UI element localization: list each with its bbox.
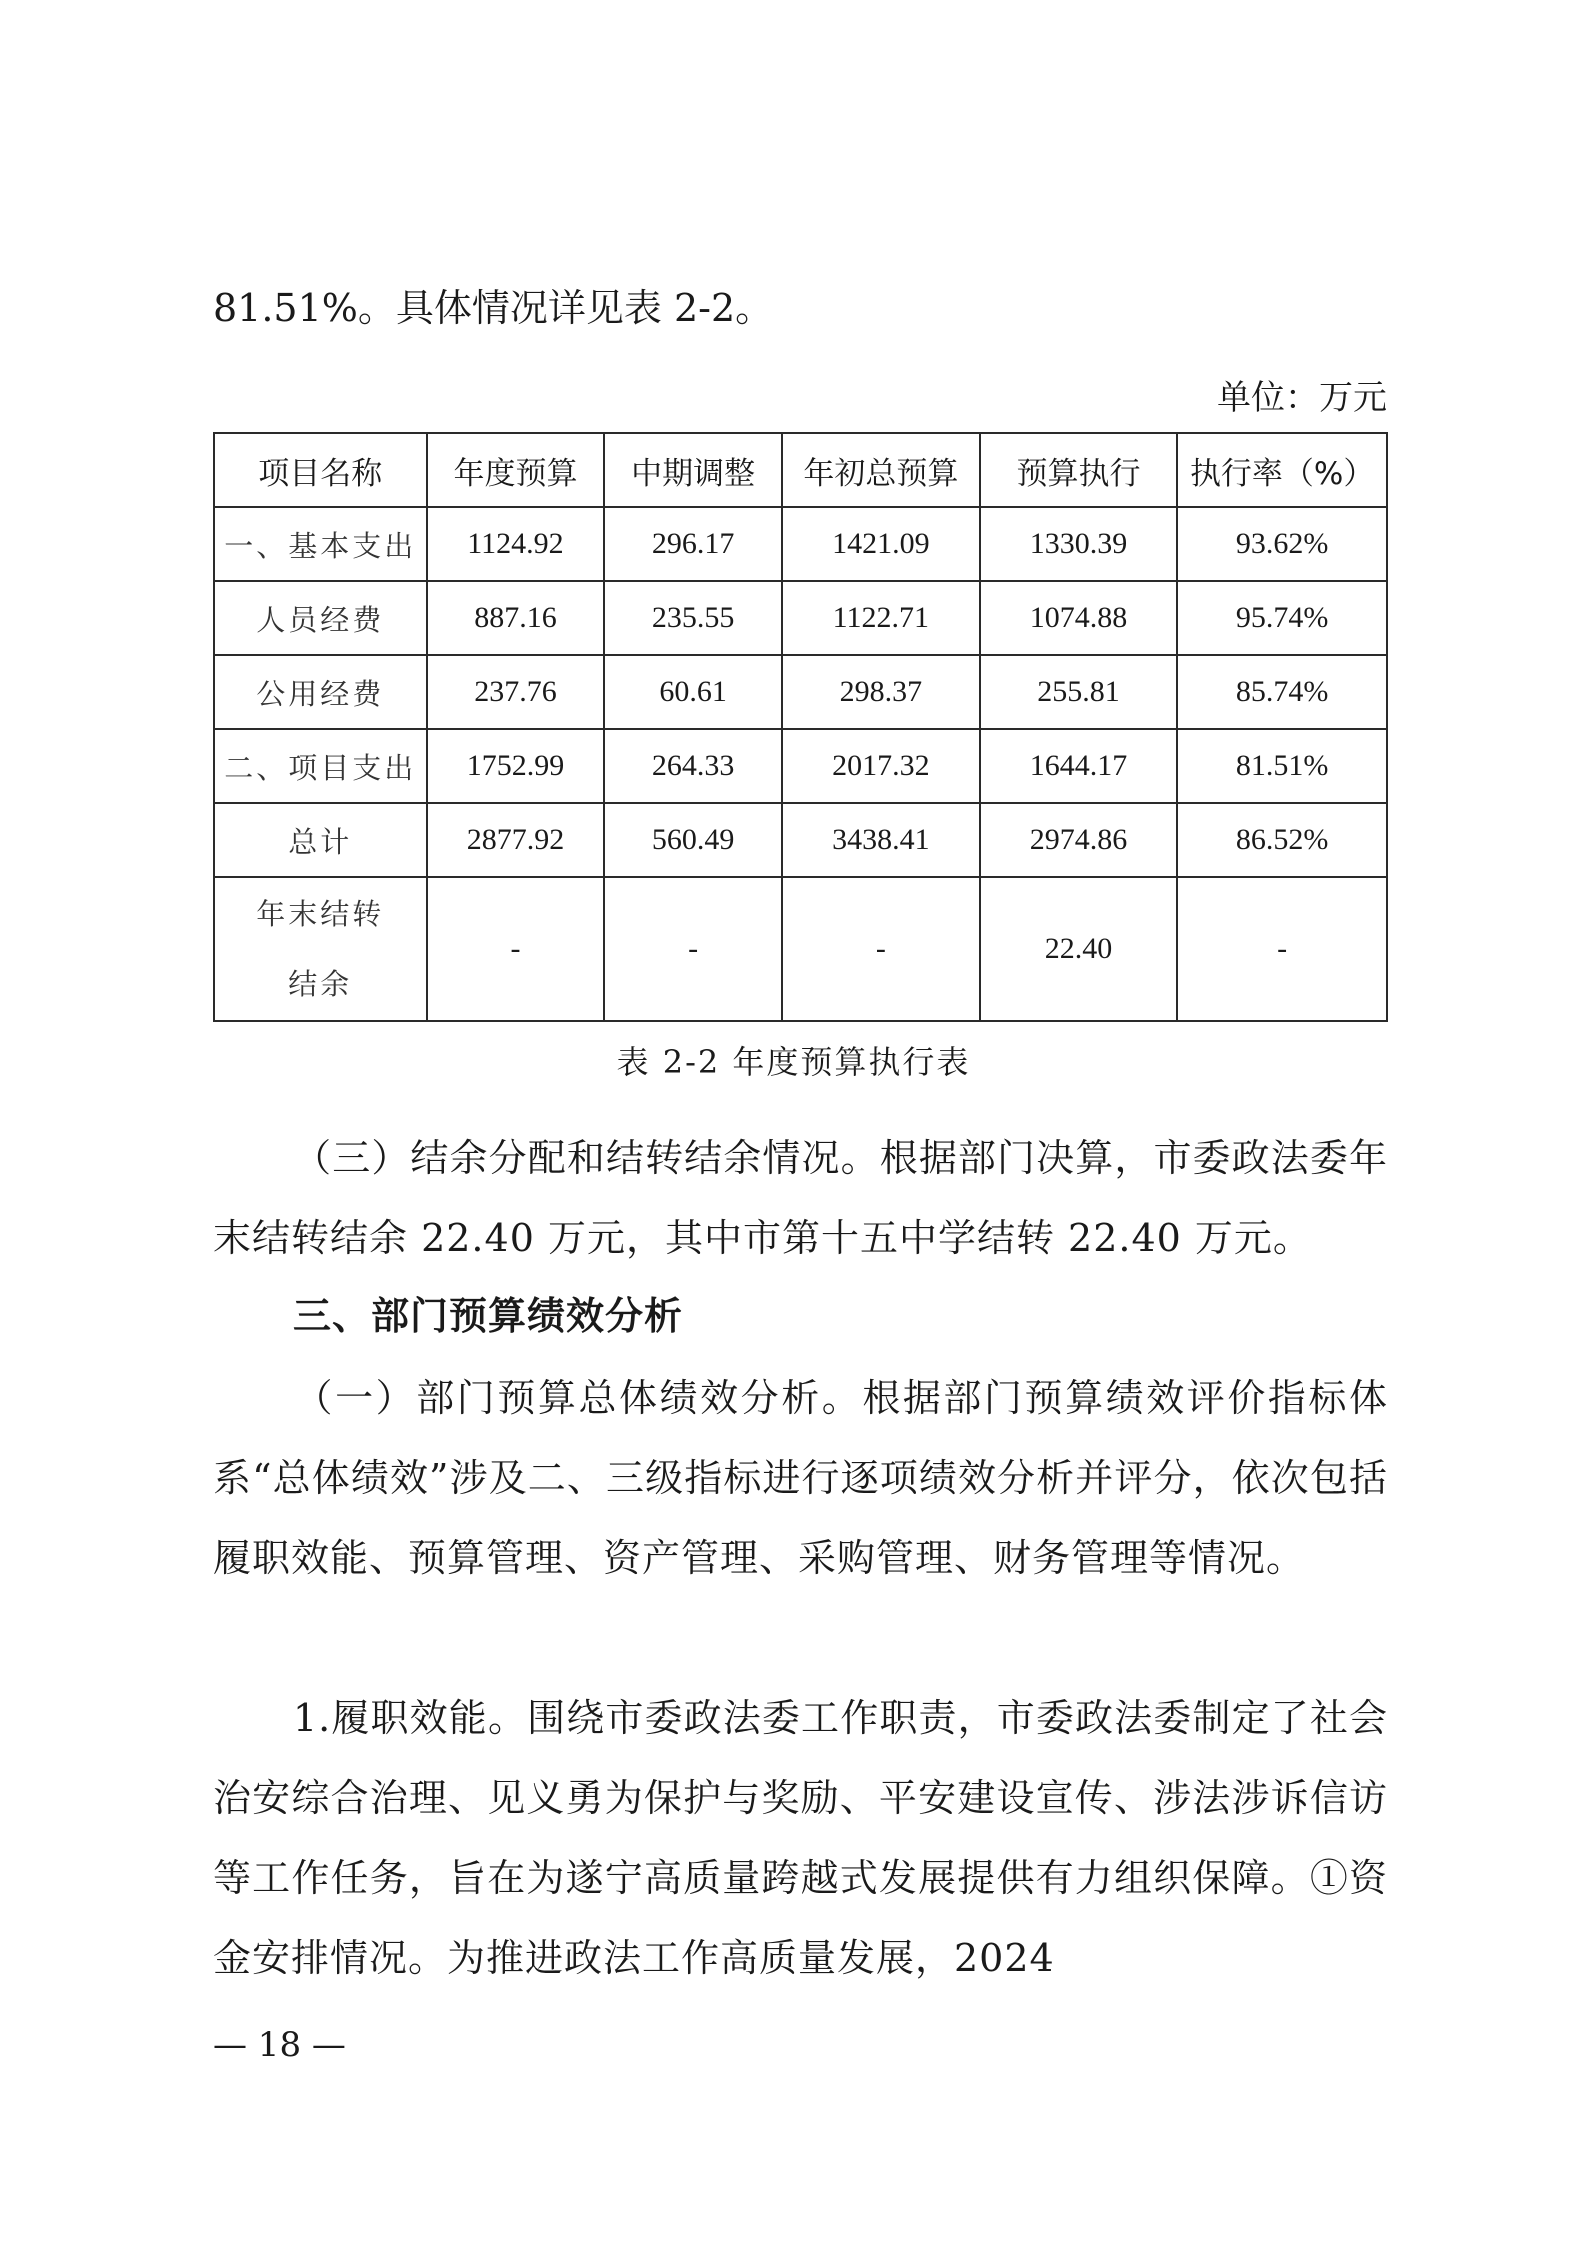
row-label: 一、基本支出 xyxy=(214,507,427,581)
unit-label: 单位：万元 xyxy=(1217,378,1387,418)
table-cell: 1644.17 xyxy=(980,729,1178,803)
paragraph-text: 1.履职效能。围绕市委政法委工作职责，市委政法委制定了社会治安综合治理、见义勇为保护与奖励、平安建设宣传、涉法涉诉信访等工作任务，旨在为遂宁高质量跨越式发展提供有力组织保障。①资金安排情况。为推进政法工作高质量发展，2024 xyxy=(213,1696,1388,1980)
paragraph-duty-performance xyxy=(213,1678,1388,1998)
paragraph-overall-performance xyxy=(213,1358,1388,1598)
header-initial-total-budget: 年初总预算 xyxy=(782,433,980,507)
table-row xyxy=(214,877,1387,1021)
row-label: 总计 xyxy=(214,803,427,877)
table-caption: 表 2-2 年度预算执行表 xyxy=(616,1043,971,1081)
row-label: 二、项目支出 xyxy=(214,729,427,803)
table-cell: 85.74% xyxy=(1177,655,1387,729)
table-cell: 22.40 xyxy=(980,877,1178,1021)
table-cell: - xyxy=(427,877,605,1021)
table-cell: 298.37 xyxy=(782,655,980,729)
table-cell: 237.76 xyxy=(427,655,605,729)
table-cell: 95.74% xyxy=(1177,581,1387,655)
table-cell: 3438.41 xyxy=(782,803,980,877)
header-annual-budget: 年度预算 xyxy=(427,433,605,507)
table-cell: 1752.99 xyxy=(427,729,605,803)
paragraph-text: （三）结余分配和结转结余情况。根据部门决算，市委政法委年末结转结余 22.40 万元，其中市第十五中学结转 22.40 万元。 xyxy=(213,1136,1388,1260)
table-header-row xyxy=(214,433,1387,507)
row-label: 公用经费 xyxy=(214,655,427,729)
budget-execution-table xyxy=(213,432,1388,1022)
table-cell: 1421.09 xyxy=(782,507,980,581)
table-cell: 93.62% xyxy=(1177,507,1387,581)
paragraph-text: （一）部门预算总体绩效分析。根据部门预算绩效评价指标体系“总体绩效”涉及二、三级指标进行逐项绩效分析并评分，依次包括履职效能、预算管理、资产管理、采购管理、财务管理等情况。 xyxy=(213,1376,1388,1580)
table-cell: 81.51% xyxy=(1177,729,1387,803)
table-cell: 560.49 xyxy=(604,803,782,877)
table-cell: 1122.71 xyxy=(782,581,980,655)
section-heading: 三、部门预算绩效分析 xyxy=(293,1294,684,1338)
table-cell: 1330.39 xyxy=(980,507,1178,581)
table-row xyxy=(214,581,1387,655)
header-midterm-adjustment: 中期调整 xyxy=(604,433,782,507)
table-cell: 2877.92 xyxy=(427,803,605,877)
header-execution-rate: 执行率（%） xyxy=(1177,433,1387,507)
table-cell: 264.33 xyxy=(604,729,782,803)
table-cell: 2974.86 xyxy=(980,803,1178,877)
table-cell: 235.55 xyxy=(604,581,782,655)
table-cell: - xyxy=(604,877,782,1021)
continuation-line: 81.51%。具体情况详见表 2-2。 xyxy=(213,286,774,330)
table-cell: 255.81 xyxy=(980,655,1178,729)
header-item-name: 项目名称 xyxy=(214,433,427,507)
row-label: 年末结转结余 xyxy=(214,877,427,1021)
table-cell: - xyxy=(782,877,980,1021)
table-cell: 1124.92 xyxy=(427,507,605,581)
table-cell: 2017.32 xyxy=(782,729,980,803)
page-number: — 18 — xyxy=(213,2025,346,2065)
table-cell: 86.52% xyxy=(1177,803,1387,877)
header-budget-execution: 预算执行 xyxy=(980,433,1178,507)
table-row xyxy=(214,729,1387,803)
table-cell: 1074.88 xyxy=(980,581,1178,655)
table-row xyxy=(214,507,1387,581)
row-label: 人员经费 xyxy=(214,581,427,655)
table-cell: 296.17 xyxy=(604,507,782,581)
table-cell: - xyxy=(1177,877,1387,1021)
table-row xyxy=(214,803,1387,877)
table-row xyxy=(214,655,1387,729)
paragraph-balance-allocation xyxy=(213,1118,1388,1278)
table-cell: 887.16 xyxy=(427,581,605,655)
table-cell: 60.61 xyxy=(604,655,782,729)
